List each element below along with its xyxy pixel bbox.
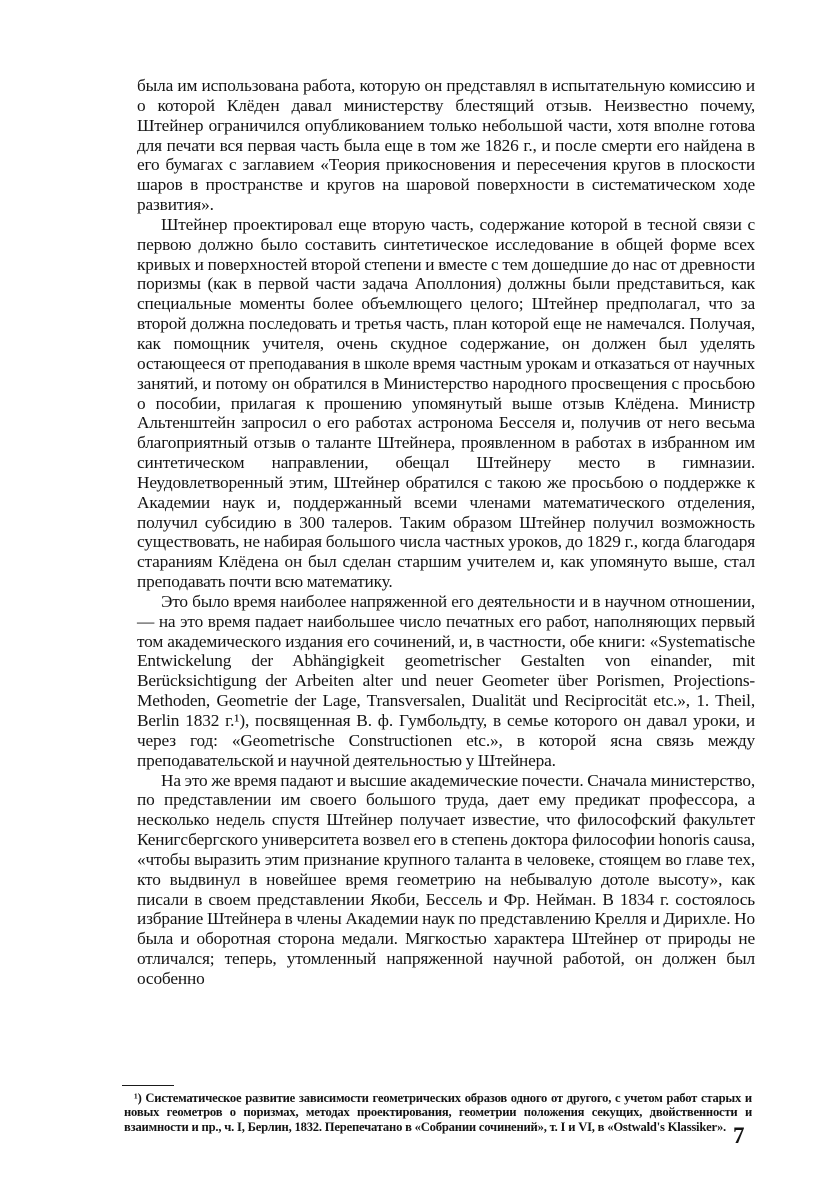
main-text [137,76,755,989]
paragraph-4: На это же время падают и высшие академические почести. Сначала министерство, по представлении им своего большого труда, дает ему предикат профессора, а несколько недель спустя Штейнер получает известие, что философский факультет Кенигсбергского университета возвел его в степень доктора философии honoris causa, «чтобы выразить этим признание крупного таланта в человеке, стоящем во главе тех, кто выдвинул в новейшее время геометрию на небывалую дотоле высоту», как писали в своем представлении Якоби, Бессель и Фр. Нейман. В 1834 г. состоялось избрание Штейнера в члены Академии наук по представлению Крелля и Дирихле. Но была и оборотная сторона медали. Мягкостью характера Штейнер от природы не отличался; теперь, утомленный напряженной научной работой, он должен был особенно [137,770,755,988]
paragraph-2: Штейнер проектировал еще вторую часть, содержание которой в тесной связи с первою должно было составить синтетическое исследование в общей форме всех кривых и поверхностей второй степени и вместе с тем дошедшие до нас от древности поризмы (как в первой части задача Аполлония) должны были представиться, как специальные моменты более объемлющего целого; Штейнер предполагал, что за второй должна последовать и третья часть, план которой еще не намечался. Получая, как помощник учителя, очень скудное содержание, он должен был уделять остающееся от преподавания в школе время частным урокам и отказаться от научных занятий, и потому он обратился в Министерство народного просвещения с просьбою о пособии, прилагая к прошению упомянутый выше отзыв Клёдена. Министр Альтенштейн запросил о его работах астронома Бесселя и, получив от него весьма благоприятный отзыв о таланте Штейнера, проявленном в работах в избранном им синтетическом направлении, обещал Штейнеру место в гимназии. Неудовлетворенный этим, Штейнер обратился с такою же просьбою о поддержке к Академии наук и, поддержанный всеми членами математического отделения, получил субсидию в 300 талеров. Таким образом Штейнер получил возможность существовать, не набирая большого числа частных уроков, до 1829 г., когда благодаря стараниям Клёдена он был сделан старшим учителем и, как упомянуто выше, стал преподавать почти всю математику. [137,214,755,592]
footnote: ¹) Систематическое развитие зависимости геометрических образов одного от другого, с учетом работ старых и новых геометров о поризмах, методах проектирования, геометрии положения секущих, двойственности и взаимности и пр., ч. I, Берлин, 1832. Перепечатано в «Собрании сочинений», т. I и VI, в «Ostwald's Klassiker». [124,1091,752,1134]
paragraph-1: была им использована работа, которую он представлял в испытательную комиссию и о которой Клёден давал министерству блестящий отзыв. Неизвестно почему, Штейнер ограничился опубликованием только небольшой части, хотя вполне готова для печати вся первая часть была еще в том же 1826 г., и после смерти его найдена в его бумагах с заглавием «Теория прикосновения и пересечения кругов в плоскости шаров в пространстве и кругов на шаровой поверхности в систематическом ходе развития». [137,76,755,215]
paragraph-3: Это было время наиболее напряженной его деятельности и в научном отношении, — на это время падает наибольшее число печатных его работ, наполняющих первый том академического издания его сочинений, и, в частности, обе книги: «Systematische Entwickelung der Abhängigkeit geometrischer Gestalten von einander, mit Berücksichtigung der Arbeiten alter und neuer Geometer über Porismen, Projections-Methoden, Geometrie der Lage, Transversalen, Dualität und Reciprocität etc.», 1. Theil, Berlin 1832 г.¹), посвященная В. ф. Гумбольдту, в семье которого он давал уроки, и через год: «Geometrische Constructionen etc.», в которой ясна связь между преподавательской и научной деятельностью у Штейнера. [137,591,755,770]
footnote-rule [122,1085,174,1086]
page-number: 7 [733,1123,745,1148]
